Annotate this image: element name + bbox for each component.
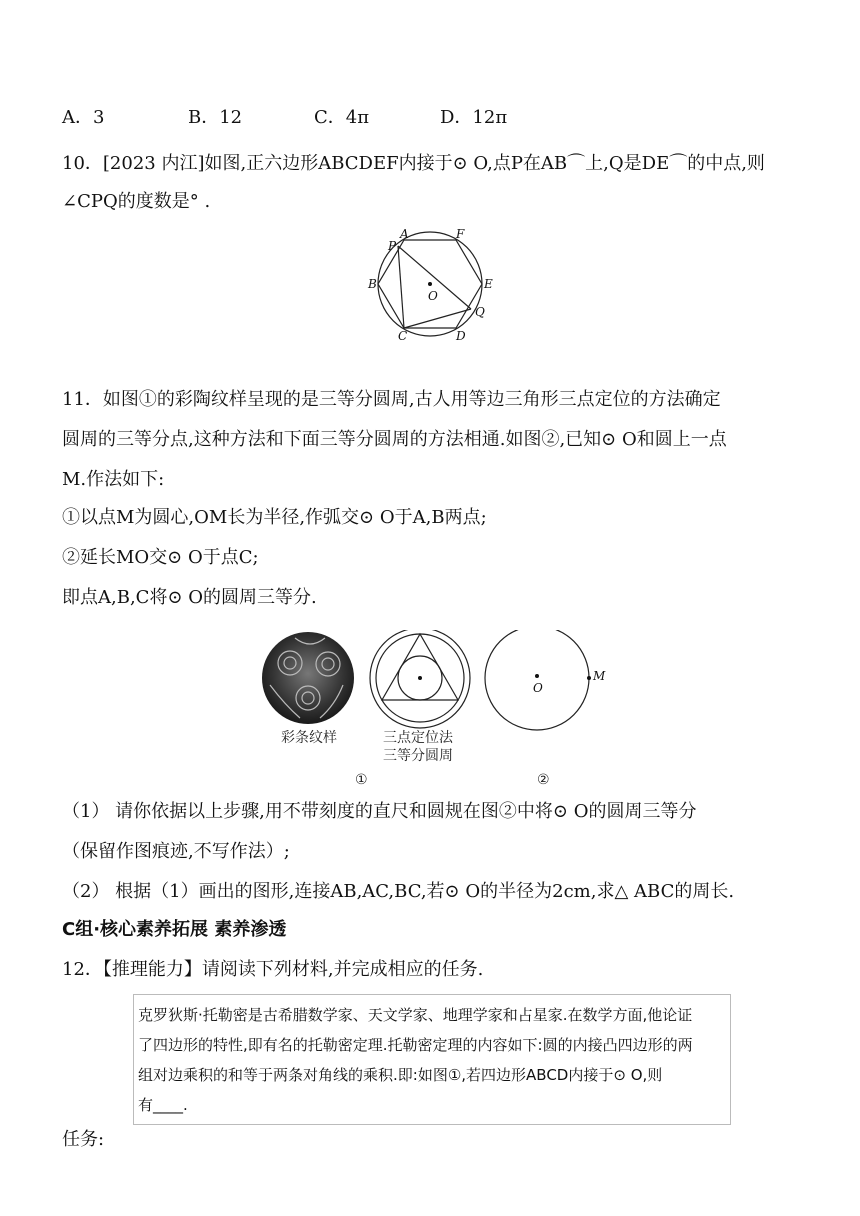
label-A: A bbox=[400, 227, 409, 241]
label-P: P bbox=[388, 239, 397, 253]
q11-sub1-line2: （保留作图痕迹,不写作法）; bbox=[62, 841, 290, 862]
q11-text-line1: 11．如图①的彩陶纹样呈现的是三等分圆周,古人用等边三角形三点定位的方法确定 bbox=[62, 389, 721, 410]
material-line1: 克罗狄斯·托勒密是古希腊数学家、天文学家、地理学家和占星家.在数学方面,他论证 bbox=[138, 1006, 693, 1024]
q11-sub2: （2） 根据（1）画出的图形,连接AB,AC,BC,若⊙ O的半径为2cm,求△ ABC的周长. bbox=[62, 881, 735, 902]
q12-text: 12．【推理能力】请阅读下列材料,并完成相应的任务. bbox=[62, 959, 484, 980]
label-Q: Q bbox=[475, 305, 485, 319]
task-label: 任务: bbox=[62, 1129, 105, 1150]
material-line4: 有____. bbox=[138, 1096, 188, 1114]
label-F: F bbox=[456, 227, 465, 241]
q10-text-line1: 10．[2023 内江]如图,正六边形ABCDEF内接于⊙ O,点P在AB⌒上,Q是DE⌒的中点,则 bbox=[62, 153, 765, 174]
material-line3: 组对边乘积的和等于两条对角线的乘积.即:如图①,若四边形ABCD内接于⊙ O,则 bbox=[138, 1066, 663, 1084]
option-d: D．12π bbox=[440, 107, 508, 128]
label-D: D bbox=[456, 329, 466, 342]
label-E: E bbox=[484, 277, 493, 291]
material-line2: 了四边形的特性,即有名的托勒密定理.托勒密定理的内容如下:圆的内接凸四边形的两 bbox=[138, 1036, 693, 1054]
q11-step1: ①以点M为圆心,OM长为半径,作弧交⊙ O于A,B两点; bbox=[62, 507, 487, 528]
caption-method-a: 三点定位法 bbox=[383, 730, 453, 746]
q9-options bbox=[62, 106, 762, 130]
q11-sub1-line1: （1） 请你依据以上步骤,用不带刻度的直尺和圆规在图②中将⊙ O的圆周三等分 bbox=[62, 801, 697, 822]
option-c: C．4π bbox=[314, 107, 370, 128]
option-a: A．3 bbox=[62, 107, 105, 128]
q11-text-line2: 圆周的三等分点,这种方法和下面三等分圆周的方法相通.如图②,已知⊙ O和圆上一点 bbox=[62, 429, 727, 450]
figure-number-1: ① bbox=[355, 772, 368, 788]
label-B: B bbox=[368, 277, 377, 291]
q11-figures bbox=[255, 630, 625, 790]
caption-method-b: 三等分圆周 bbox=[383, 748, 453, 764]
label-C: C bbox=[398, 329, 408, 342]
hexagon-figure bbox=[366, 226, 496, 342]
label-M: M bbox=[593, 669, 606, 683]
label-O: O bbox=[428, 289, 438, 303]
q10-text-line2: ∠CPQ的度数是° . bbox=[62, 191, 211, 212]
figure-number-2: ② bbox=[537, 772, 550, 788]
label-O-fig2: O bbox=[533, 681, 543, 695]
q11-step2: ②延长MO交⊙ O于点C; bbox=[62, 547, 259, 568]
section-c-heading: C组·核心素养拓展 素养渗透 bbox=[62, 919, 287, 940]
ptolemy-material-box bbox=[133, 994, 731, 1125]
q11-text-line3: M.作法如下: bbox=[62, 469, 165, 490]
q11-step3: 即点A,B,C将⊙ O的圆周三等分. bbox=[62, 587, 317, 608]
caption-pottery: 彩条纹样 bbox=[281, 730, 337, 746]
option-b: B．12 bbox=[188, 107, 243, 128]
